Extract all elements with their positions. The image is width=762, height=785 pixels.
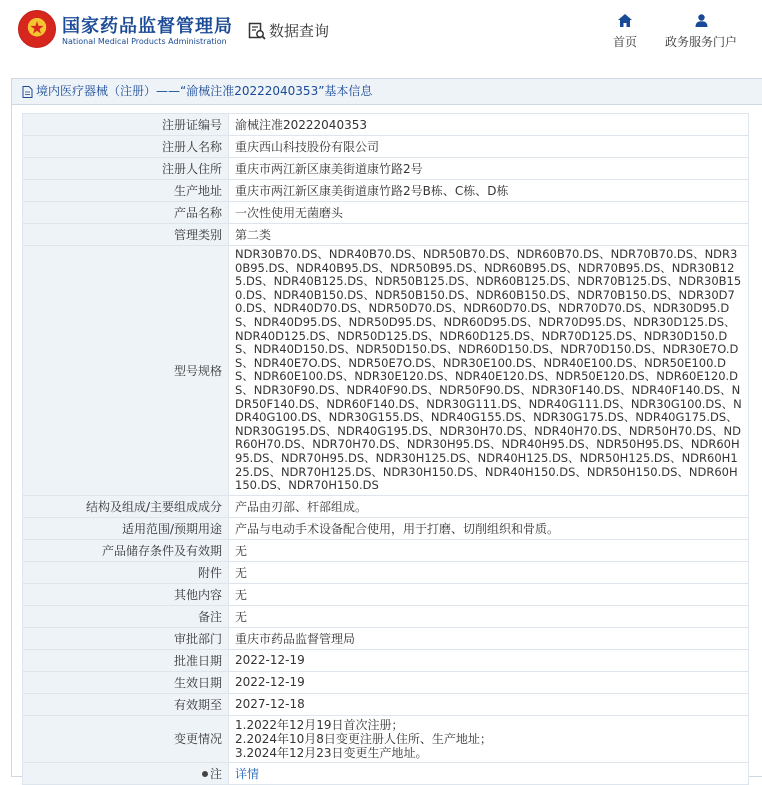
user-icon xyxy=(695,14,708,27)
note-value xyxy=(229,762,749,784)
table-row xyxy=(23,246,749,496)
row-value: 重庆西山科技股份有限公司 xyxy=(229,136,749,158)
table-row xyxy=(23,715,749,762)
table-row xyxy=(23,693,749,715)
row-label: 管理类别 xyxy=(23,224,229,246)
panel-title-text: 境内医疗器械（注册）——“渝械注准20222040353”基本信息 xyxy=(36,84,373,98)
row-value: 重庆市两江新区康美街道康竹路2号 xyxy=(229,158,749,180)
row-label: 生产地址 xyxy=(23,180,229,202)
row-label: 变更情况 xyxy=(23,715,229,762)
detail-panel xyxy=(11,78,762,781)
row-label: 批准日期 xyxy=(23,649,229,671)
site-header xyxy=(0,0,762,70)
table-row xyxy=(23,605,749,627)
changes-value xyxy=(229,715,749,762)
row-value: 渝械注准20222040353 xyxy=(229,114,749,136)
pin-icon xyxy=(202,771,208,777)
emblem-logo-icon[interactable] xyxy=(18,10,56,48)
row-label: 其他内容 xyxy=(23,583,229,605)
brand-subtitle[interactable]: National Medical Products Administration xyxy=(62,37,227,46)
row-value: 重庆市药品监督管理局 xyxy=(229,627,749,649)
row-value: 无 xyxy=(229,605,749,627)
model-specs-value: NDR30B70.DS、NDR40B70.DS、NDR50B70.DS、NDR60B70.DS、NDR70B70.DS、NDR30B95.DS、NDR40B95.DS、NDR50B95.DS、NDR60B95.DS、NDR70B95.DS、NDR30B125.DS、NDR40B125.DS、NDR50B125.DS、NDR60B125.DS、NDR70B125.DS、NDR30B150.DS、NDR40B150.DS、NDR50B150.DS、NDR60B150.DS、NDR70B150.DS、NDR30D70.DS、NDR40D70.DS、NDR50D70.DS、NDR60D70.DS、NDR70D70.DS、NDR30D95.DS、NDR40D95.DS、NDR50D95.DS、NDR60D95.DS、NDR70D95.DS、NDR30D125.DS、NDR40D125.DS、NDR50D125.DS、NDR60D125.DS、NDR70D125.DS、NDR30D150.DS、NDR40D150.DS、NDR50D150.DS、NDR60D150.DS、NDR70D150.DS、NDR30E7O.DS、NDR40E7O.DS、NDR50E7O.DS、NDR30E100.DS、NDR40E100.DS、NDR50E100.DS、NDR60E100.DS、NDR30E120.DS、NDR40E120.DS、NDR50E120.DS、NDR60E120.DS、NDR30F90.DS、NDR40F90.DS、NDR50F90.DS、NDR30F140.DS、NDR40F140.DS、NDR50F140.DS、NDR60F140.DS、NDR30G111.DS、NDR40G111.DS、NDR30G100.DS、NDR40G100.DS、NDR30G155.DS、NDR40G155.DS、NDR30G175.DS、NDR40G175.DS、NDR30G195.DS、NDR40G195.DS、NDR30H70.DS、NDR40H70.DS、NDR50H70.DS、NDR60H70.DS、NDR70H70.DS、NDR30H95.DS、NDR40H95.DS、NDR50H95.DS、NDR60H95.DS、NDR70H95.DS、NDR30H125.DS、NDR40H125.DS、NDR50H125.DS、NDR60H125.DS、NDR70H125.DS、NDR30H150.DS、NDR40H150.DS、NDR50H150.DS、NDR60H150.DS、NDR70H150.DS xyxy=(229,246,749,496)
row-value: 无 xyxy=(229,583,749,605)
table-row xyxy=(23,517,749,539)
row-label: 审批部门 xyxy=(23,627,229,649)
row-value: 重庆市两江新区康美街道康竹路2号B栋、C栋、D栋 xyxy=(229,180,749,202)
row-value: 2027-12-18 xyxy=(229,693,749,715)
row-label: 附件 xyxy=(23,561,229,583)
brand-title[interactable]: 国家药品监督管理局 xyxy=(62,16,233,37)
row-label: 产品储存条件及有效期 xyxy=(23,539,229,561)
panel-title xyxy=(12,79,762,105)
table-row xyxy=(23,649,749,671)
row-value: 一次性使用无菌磨头 xyxy=(229,202,749,224)
row-label: 注册证编号 xyxy=(23,114,229,136)
table-row xyxy=(23,180,749,202)
table-row xyxy=(23,671,749,693)
row-value: 2022-12-19 xyxy=(229,671,749,693)
row-value: 产品由刃部、杆部组成。 xyxy=(229,495,749,517)
data-query-label: 数据查询 xyxy=(269,22,330,40)
detail-table xyxy=(22,113,749,785)
row-label: 有效期至 xyxy=(23,693,229,715)
row-value: 无 xyxy=(229,539,749,561)
table-row xyxy=(23,539,749,561)
row-value: 2022-12-19 xyxy=(229,649,749,671)
table-row xyxy=(23,158,749,180)
table-row xyxy=(23,762,749,784)
row-label: 适用范围/预期用途 xyxy=(23,517,229,539)
row-value: 无 xyxy=(229,561,749,583)
row-value: 产品与电动手术设备配合使用，用于打磨、切削组织和骨质。 xyxy=(229,517,749,539)
table-row xyxy=(23,495,749,517)
home-icon xyxy=(618,14,632,27)
change-line: 3.2024年12月23日变更生产地址。 xyxy=(235,745,428,760)
row-label: 产品名称 xyxy=(23,202,229,224)
nav-service-portal[interactable] xyxy=(662,14,740,50)
row-value: 第二类 xyxy=(229,224,749,246)
table-row xyxy=(23,224,749,246)
note-label-cell xyxy=(23,762,229,784)
row-label: 型号规格 xyxy=(23,246,229,496)
row-label: 生效日期 xyxy=(23,671,229,693)
nav-service-label: 政务服务门户 xyxy=(664,35,737,49)
table-row xyxy=(23,583,749,605)
table-row xyxy=(23,202,749,224)
data-query-link[interactable] xyxy=(248,20,329,41)
nav-home[interactable] xyxy=(608,14,642,50)
row-label: 备注 xyxy=(23,605,229,627)
change-line: 2.2024年10月8日变更注册人住所、生产地址； xyxy=(235,731,492,746)
row-label: 注册人住所 xyxy=(23,158,229,180)
table-row xyxy=(23,114,749,136)
details-link[interactable]: 详情 xyxy=(235,766,260,781)
change-line: 1.2022年12月19日首次注册； xyxy=(235,717,404,732)
row-label: 结构及组成/主要组成成分 xyxy=(23,495,229,517)
table-row xyxy=(23,136,749,158)
nav-home-label: 首页 xyxy=(612,35,637,49)
document-icon xyxy=(22,86,33,98)
table-row xyxy=(23,627,749,649)
note-label: 注 xyxy=(209,766,222,781)
document-search-icon xyxy=(248,22,266,40)
table-row xyxy=(23,561,749,583)
row-label: 注册人名称 xyxy=(23,136,229,158)
